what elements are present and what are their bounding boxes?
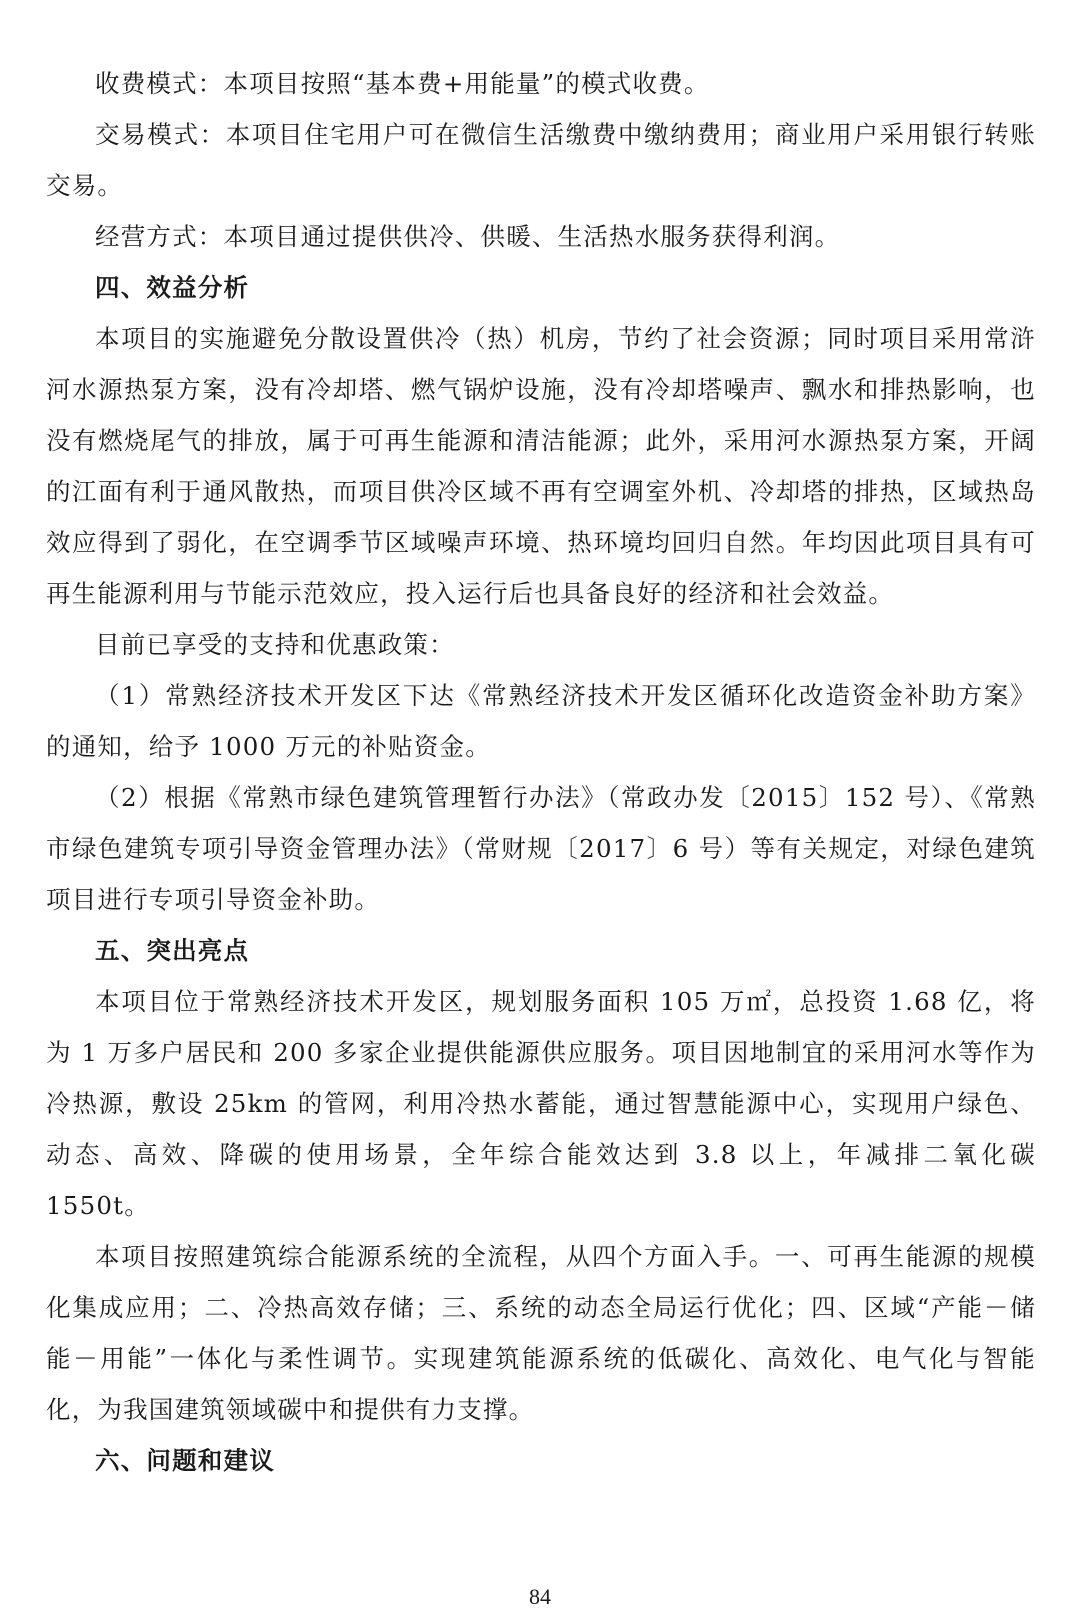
page-number: 84 [529,1584,551,1609]
highlight-paragraph-1: 本项目位于常熟经济技术开发区，规划服务面积 105 万㎡，总投资 1.68 亿，将为 1 万多户居民和 200 多家企业提供能源供应服务。项目因地制宜的采用河水等作为冷热源，敷设 25km 的管网，利用冷热水蓄能，通过智慧能源中心，实现用户绿色、动态、高效、降碳的使用场景，全年综合能效达到 3.8 以上，年减排二氧化碳 1550t。 [46,987,1036,1220]
section-heading-issues: 六、问题和建议 [95,1446,275,1475]
fee-mode-paragraph: 收费模式：本项目按照“基本费+用能量”的模式收费。 [95,69,710,98]
section-heading-benefit-analysis: 四、效益分析 [95,273,250,302]
highlight-paragraph-2: 本项目按照建筑综合能源系统的全流程，从四个方面入手。一、可再生能源的规模化集成应用；二、冷热高效存储；三、系统的动态全局运行优化；四、区域“产能－储能－用能”一体化与柔性调节。实现建筑能源系统的低碳化、高效化、电气化与智能化，为我国建筑领域碳中和提供有力支撑。 [46,1242,1036,1424]
benefit-analysis-paragraph: 本项目的实施避免分散设置供冷（热）机房，节约了社会资源；同时项目采用常浒河水源热泵方案，没有冷却塔、燃气锅炉设施，没有冷却塔噪声、飘水和排热影响，也没有燃烧尾气的排放，属于可再生能源和清洁能源；此外，采用河水源热泵方案，开阔的江面有利于通风散热，而项目供冷区域不再有空调室外机、冷却塔的排热，区域热岛效应得到了弱化，在空调季节区域噪声环境、热环境均回归自然。年均因此项目具有可再生能源利用与节能示范效应，投入运行后也具备良好的经济和社会效益。 [46,324,1036,608]
policy-item-1: （1）常熟经济技术开发区下达《常熟经济技术开发区循环化改造资金补助方案》的通知，给予 1000 万元的补贴资金。 [46,681,1036,761]
policy-intro-paragraph: 目前已享受的支持和优惠政策： [95,630,455,659]
trade-mode-paragraph: 交易模式：本项目住宅用户可在微信生活缴费中缴纳费用；商业用户采用银行转账交易。 [46,120,1036,200]
operation-mode-paragraph: 经营方式：本项目通过提供供冷、供暖、生活热水服务获得利润。 [95,222,841,251]
section-heading-highlights: 五、突出亮点 [95,936,250,965]
document-page [46,58,1036,1486]
policy-item-2: （2）根据《常熟市绿色建筑管理暂行办法》（常政办发〔2015〕152 号）、《常熟市绿色建筑专项引导资金管理办法》（常财规〔2017〕6 号）等有关规定，对绿色建筑项目进行专项引导资金补助。 [46,783,1036,914]
